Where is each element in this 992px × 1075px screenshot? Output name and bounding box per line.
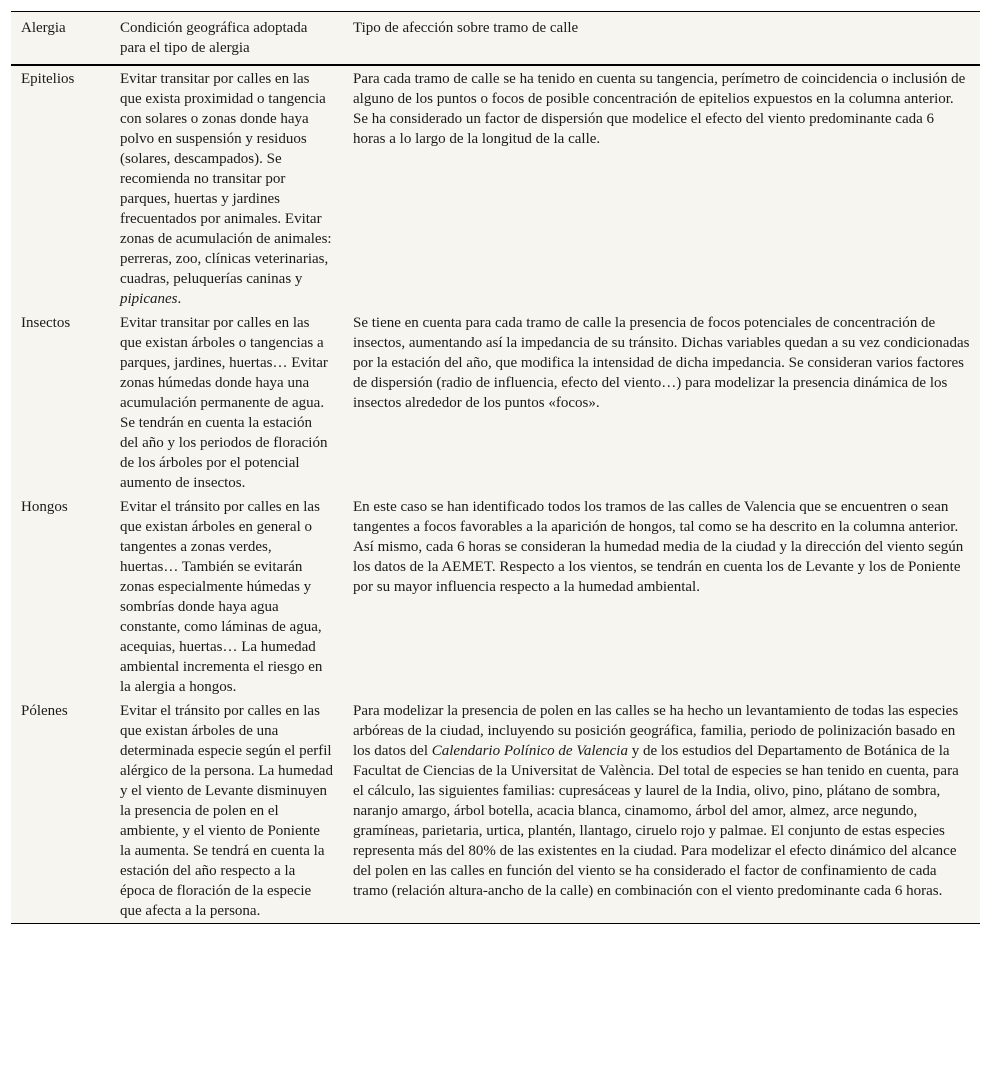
cell-effect: En este caso se han identificado todos los tramos de las calles de Valencia que se encuentren o sean tangentes a focos favorables a la aparición de hongos, tal como se ha descrito en la columna anterior. Así mismo, cada 6 horas se consideran la humedad media de la ciudad y la dirección del viento según los datos de la AEMET. Respecto a los vientos, se tendrán en cuenta los de Levante y los de Poniente por su mayor influencia respecto a la humedad ambiental. [353,499,964,595]
condition-italic-text: pipicanes [120,291,178,307]
effect-text: Para modelizar la presencia de polen en las calles se ha hecho un levantamiento de todas las especies arbóreas de la ciudad, incluyendo su posición geográfica, familia, periodo de polinización basado en los datos del [353,703,959,759]
table-row [11,65,980,311]
cell-allergy: Insectos [21,315,71,331]
cell-allergy: Epitelios [21,71,75,87]
effect-end-text: y de los estudios del Departamento de Botánica de la Facultat de Ciencias de la Universitat de València. Del total de especies se han tenido en cuenta, para el cálculo, las siguientes familias: cupresáceas y laurel de la India, olivo, pino, plátano de sombra, naranjo amargo, árbol botella, acacia blanca, cinamomo, árbol del amor, almez, arce negundo, gramíneas, parietaria, urtica, plantén, llantago, ciruelo rojo y palmae. El conjunto de estas especies representa más del 80% de las existentes en la ciudad. Para modelizar el efecto dinámico del alcance del polen en las calles en función del viento se ha considerado el factor de confinamiento de cada tramo (relación altura-ancho de la calle) en combinación con el viento predominante cada 6 horas. [353,743,959,899]
header-condition: Condición geográfica adoptada para el tipo de alergia [110,12,343,66]
cell-condition: Evitar transitar por calles en las que existan árboles o tangencias a parques, jardines, huertas… Evitar zonas húmedas donde haya una acumulación permanente de agua. Se tendrán en cuenta la estación del año y los periodos de floración de los árboles por el potencial aumento de insectos. [120,315,328,491]
table-row [11,699,980,924]
allergy-table [11,11,980,924]
table-row [11,495,980,699]
allergy-table-container [11,11,980,924]
cell-effect: Se tiene en cuenta para cada tramo de calle la presencia de focos potenciales de concentración de insectos, aumentando así la impedancia de su tránsito. Dichas variables quedan a su vez condicionadas por la estación del año, que modifica la intensidad de dicha impedancia. Se consideran varios factores de dispersión (radio de influencia, efecto del viento…) para modelizar la presencia dinámica de los insectos alrededor de los puntos «focos». [353,315,970,411]
cell-effect [343,699,980,924]
cell-allergy: Hongos [21,499,68,515]
cell-allergy: Pólenes [11,699,110,924]
header-effect: Tipo de afección sobre tramo de calle [343,12,980,66]
header-allergy: Alergia [11,12,110,66]
table-row [11,311,980,495]
table-header-row [11,12,980,66]
condition-end-text: . [177,291,182,307]
condition-text: Evitar transitar por calles en las que exista proximidad o tangencia con solares o zonas donde haya polvo en suspensión y residuos (solares, descampados). Se recomienda no transitar por parques, huertas y jardines frecuentados por animales. Evitar zonas de acumulación de animales: perreras, zoo, clínicas veterinarias, cuadras, peluquerías caninas y [120,71,332,287]
cell-effect: Para cada tramo de calle se ha tenido en cuenta su tangencia, perímetro de coincidencia o inclusión de alguno de los puntos o focos de posible concentración de epitelios expuestos en la columna anterior. Se ha considerado un factor de dispersión que modelice el efecto del viento predominante cada 6 horas a lo largo de la longitud de la calle. [353,71,966,147]
cell-condition [110,65,343,311]
cell-condition: Evitar el tránsito por calles en las que existan árboles en general o tangentes a zonas verdes, huertas… También se evitarán zonas especialmente húmedas y sombrías donde haya agua constante, como láminas de agua, acequias, huertas… La humedad ambiental incrementa el riesgo en la alergia a hongos. [120,499,323,695]
effect-italic-text: Calendario Polínico de Valencia [431,743,628,759]
cell-condition: Evitar el tránsito por calles en las que existan árboles de una determinada especie según el perfil alérgico de la persona. La humedad y el viento de Levante disminuyen la presencia de polen en el ambiente, y el viento de Poniente la aumenta. Se tendrá en cuenta la estación del año respecto a la época de floración de la especie que afecta a la persona. [110,699,343,924]
